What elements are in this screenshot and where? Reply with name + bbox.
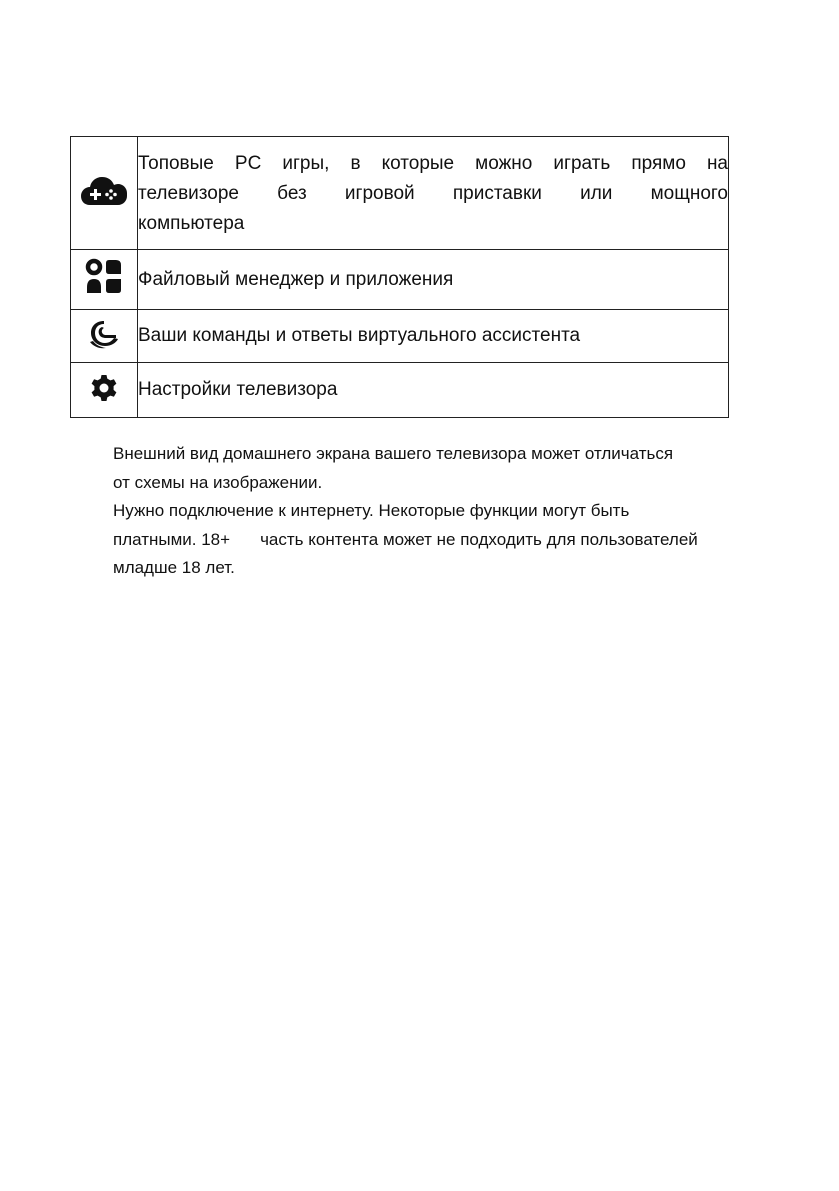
tv-settings-label: Настройки телевизора — [138, 379, 338, 400]
table-row — [71, 250, 729, 310]
apps-grid-icon — [85, 258, 123, 301]
file-manager-label: Файловый менеджер и приложения — [138, 268, 454, 290]
row-text-cell — [138, 137, 729, 250]
table-row — [71, 310, 729, 363]
icon-cell — [71, 363, 138, 418]
row-text-cell — [138, 250, 729, 310]
icon-cell — [71, 250, 138, 310]
games-description — [138, 148, 728, 239]
note-line: Нужно подключение к интернету. Некоторые функции могут быть — [113, 501, 630, 520]
table-row — [71, 137, 729, 250]
table-row — [71, 363, 729, 418]
icon-cell — [71, 310, 138, 363]
voice-assistant-icon — [88, 319, 120, 354]
note-line: Внешний вид домашнего экрана вашего телевизора может отличаться — [113, 444, 674, 463]
icon-cell — [71, 137, 138, 250]
disclaimer-notes — [113, 440, 753, 583]
text-line: компьютера — [138, 212, 245, 234]
row-text-cell — [138, 363, 729, 418]
row-text-cell — [138, 310, 729, 363]
note-line: младше 18 лет. — [113, 558, 235, 577]
gear-icon — [90, 374, 118, 407]
note-line — [113, 526, 753, 555]
features-table — [70, 136, 729, 418]
note-text: часть контента может не подходить для пользователей — [260, 529, 698, 549]
text-line: Топовые PC игры, в которые можно играть прямо на — [138, 152, 728, 174]
cloud-gamepad-icon — [80, 175, 128, 212]
age-rating-text: платными. 18+ — [113, 529, 231, 549]
assistant-label: Ваши команды и ответы виртуального ассистента — [138, 325, 581, 346]
text-line: телевизоре без игровой приставки или мощного — [138, 182, 728, 204]
note-line: от схемы на изображении. — [113, 472, 323, 492]
